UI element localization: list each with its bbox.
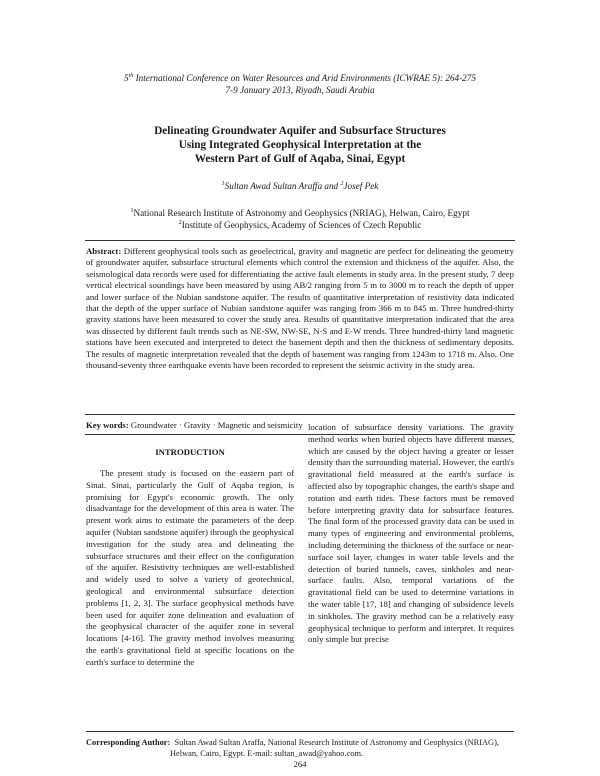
affiliation-1-marker: 1	[130, 207, 134, 214]
abstract	[86, 246, 514, 371]
paper-title	[60, 124, 540, 166]
introduction-right-column	[308, 422, 514, 646]
abstract-text: Different geophysical tools such as geoelectrical, gravity and magnetic are perfect for delineating the geometry of groundwater aquifer, subsurface structural elements which control the extension and thickness of the aquifer. Also, the seismological data records were used for differentiating the active fault elements in study area. In the present study, 7 deep vertical electrical soundings have been measured by using AB/2 ranging from 5 m to 3000 m to reach the depth of upper and lower surface of the Nubian sandstone aquifer. The results of quantitative interpretation of resistivity data indicated that the depth of the upper surface of Nubian sandstone aquifer was ranging from 366 m to 845 m. Three hundred-thirty gravity stations have been measured to cover the study area. Results of quantitative interpretation indicated that the area was dissected by different fault trends such as NE-SW, NW-SE, N-S and E-W trends. Three hundred-thirty land magnetic stations have been executed and interpreted to detect the basement depth and then the thickness of sedimentary deposits. The results of magnetic interpretation revealed that the depth of basement was ranging from 1243m to 1718 m. Also, One thousand-seventy three earthquake events have been recorded to represent the seismic activity in the study area.	[86, 246, 514, 371]
affiliation-1	[60, 207, 540, 219]
keywords-text: Groundwater · Gravity · Magnetic and seismicity	[128, 420, 303, 430]
authors	[60, 181, 540, 191]
author-1-marker: 1	[221, 180, 225, 187]
abstract-label: Abstract:	[86, 246, 122, 256]
keywords-label: Key words:	[86, 420, 129, 430]
page-number: 264	[293, 759, 307, 769]
introduction-left-column	[86, 468, 294, 669]
corresponding-author	[86, 737, 526, 759]
affiliations	[60, 207, 540, 231]
abstract-top-rule	[85, 240, 515, 241]
conference-header	[60, 72, 540, 96]
author-2: Josef Pek	[343, 181, 379, 191]
title-line-3: Western Part of Gulf of Aqaba, Sinai, Egypt	[194, 153, 406, 165]
conference-line-2: 7-9 January 2013, Riyadh, Saudi Arabia	[225, 85, 375, 95]
corresponding-author-line-1	[86, 737, 526, 748]
introduction-heading: INTRODUCTION	[155, 447, 225, 457]
title-line-2: Using Integrated Geophysical Interpretation at the	[178, 139, 422, 151]
author-1: Sultan Awad Sultan Araffa	[224, 181, 323, 191]
abstract-bottom-rule	[85, 414, 515, 415]
corresponding-author-label: Corresponding Author:	[86, 738, 171, 747]
affiliation-2-marker: 2	[178, 219, 182, 226]
conference-ordinal-suffix: th	[128, 72, 134, 79]
conference-ordinal: 5	[124, 73, 129, 83]
introduction-paragraph-left: The present study is focused on the eastern part of Sinai. Sinai, particularly the Gulf of Aqaba region, is promising for Egypt's economic growth. The only disadvantage for the development of this area is water. The present work aims to estimate the parameters of the deep aquifer (Nubian sandstone aquifer) through the geophysical investigation for the study area and delineating the subsurface structures and their effect on the configuration of the aquifer. Resistivity techniques are well-established and widely used to solve a variety of geotechnical, geological and environmental subsurface detection problems [1, 2, 3]. The surface geophysical methods have been used for aquifer zone delineation and evaluation of the geophysical character of the aquifer zone in several locations [4-16]. The gravity method involves measuring the earth's gravitational field at specific locations on the earth's surface to determine the	[86, 468, 294, 667]
affiliation-2	[60, 219, 540, 231]
corresponding-author-details: Sultan Awad Sultan Araffa, National Research Institute of Astronomy and Geophysics (NRIAG),	[174, 738, 499, 747]
author-2-marker: 2	[340, 180, 344, 187]
title-line-1: Delineating Groundwater Aquifer and Subsurface Structures	[154, 125, 446, 137]
affiliation-1-text: National Research Institute of Astronomy and Geophysics (NRIAG), Helwan, Cairo, Egypt	[133, 208, 470, 218]
conference-name: International Conference on Water Resources and Arid Environments (ICWRAE 5): 264-275	[133, 73, 476, 83]
affiliation-2-text: Institute of Geophysics, Academy of Sciences of Czech Republic	[181, 220, 422, 230]
corresponding-author-line-2: Helwan, Cairo, Egypt. E-mail: sultan_awad@yahoo.com.	[170, 749, 364, 758]
footnote-rule	[86, 731, 514, 732]
conference-line-1	[60, 72, 540, 84]
author-conjunction: and	[322, 181, 341, 191]
introduction-paragraph-right: location of subsurface density variations. The gravity method works when buried objects have different masses, which are caused by the object having a greater or lesser density than the surrounding material. However, the earth's gravitational field measured at the earth's surface is affected also by topographic changes, the earth's shape and rotation and earth tides. These factors must be removed before interpreting gravity data for subsurface features. The final form of the processed gravity data can be used in many types of engineering and environmental problems, including determining the thickness of the surface or near-surface soil layer, changes in water table levels and the detection of buried tunnels, caves, sinkholes and near-surface faults. Also, temporal variations of the gravitational field can be used to determine variations in the water table [17, 18] and changing of subsidence levels in sinkholes. The gravity method can be a relatively easy geophysical technique to perform and interpret. It requires only simple but precise	[308, 422, 514, 645]
